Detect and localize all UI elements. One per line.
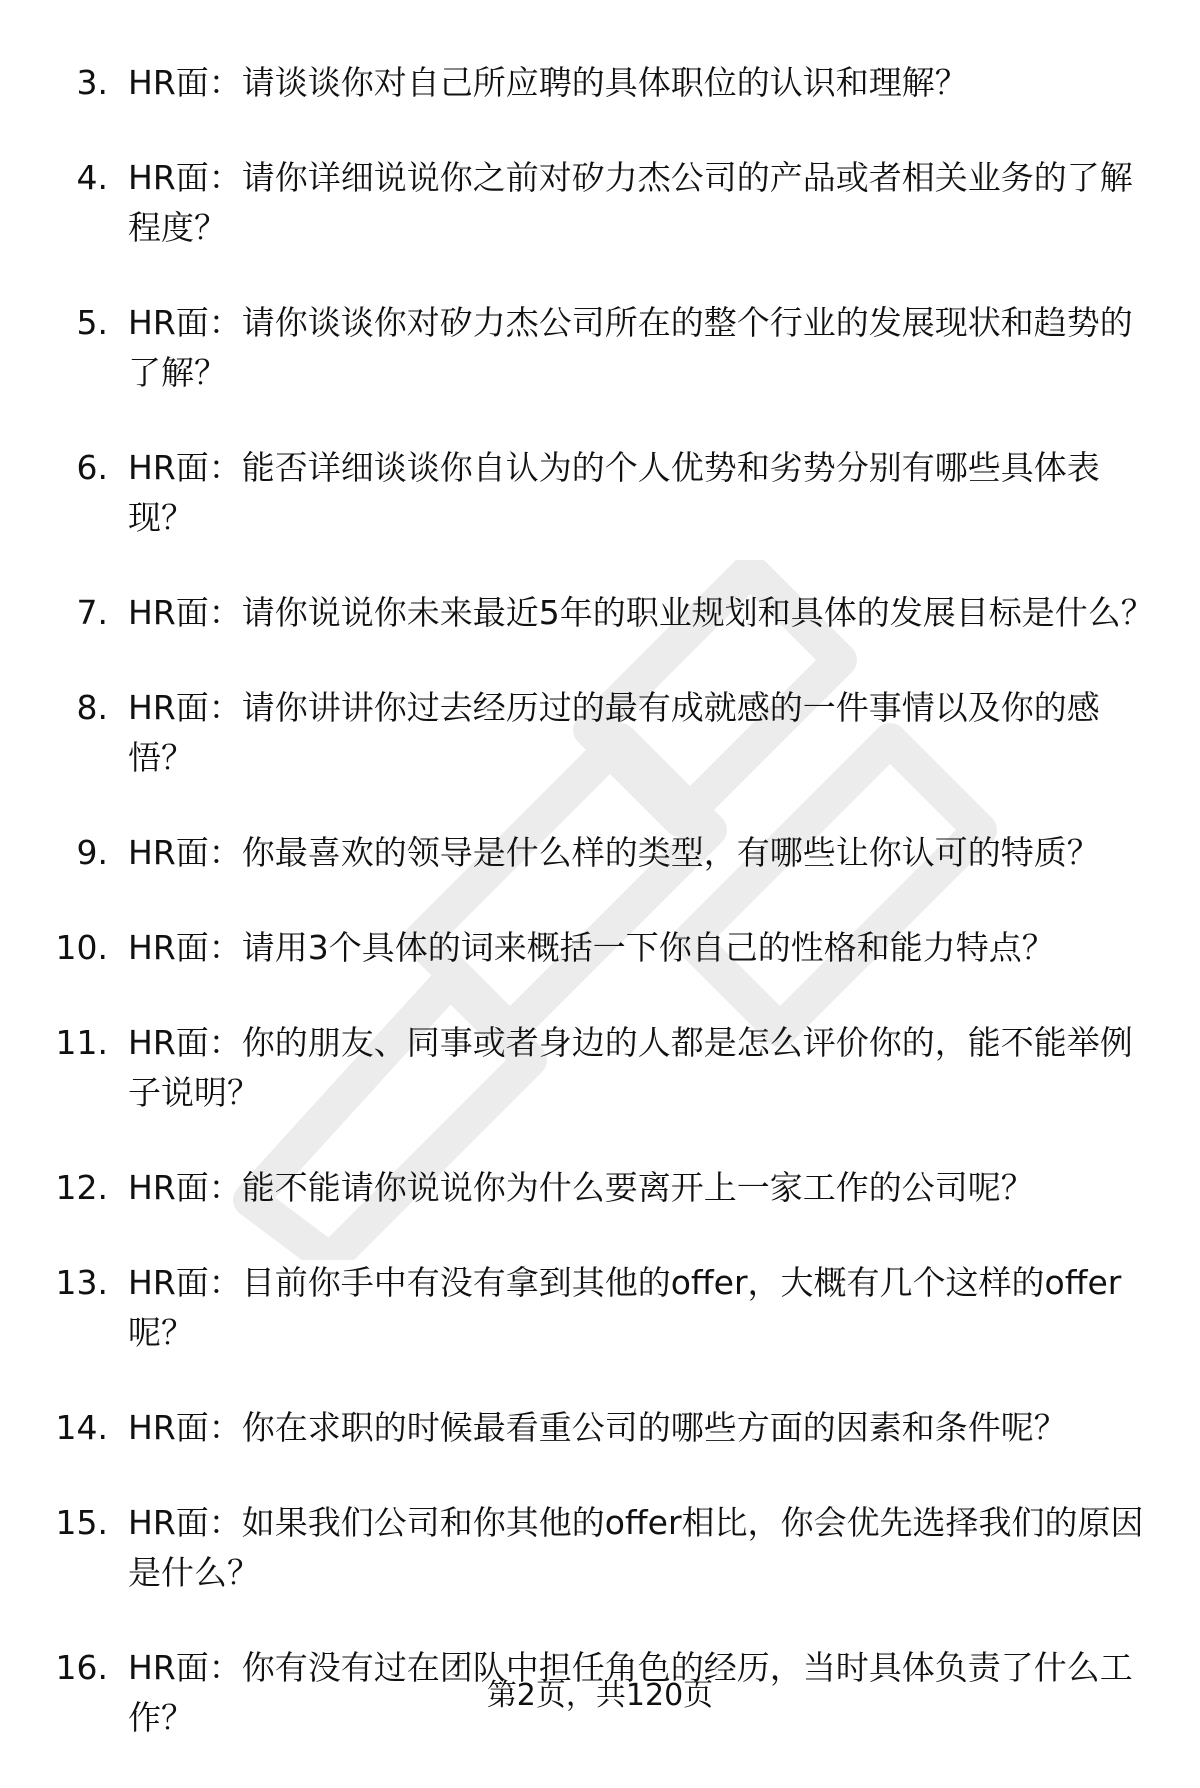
question-item	[0, 923, 1200, 973]
question-text: HR面：如果我们公司和你其他的offer相比，你会优先选择我们的原因是什么？	[128, 1503, 1144, 1592]
question-item	[0, 443, 1200, 543]
question-text: HR面：请你说说你未来最近5年的职业规划和具体的发展目标是什么？	[128, 593, 1154, 632]
question-number: 13.	[55, 1263, 108, 1302]
question-text: HR面：目前你手中有没有拿到其他的offer，大概有几个这样的offer呢？	[128, 1263, 1122, 1352]
question-item	[0, 153, 1200, 253]
question-item	[0, 1258, 1200, 1358]
question-number: 5.	[76, 303, 108, 342]
question-item	[0, 1163, 1200, 1213]
question-number: 3.	[76, 63, 108, 102]
page-footer: 第2页，共120页	[486, 1678, 714, 1713]
question-text: HR面：你有没有过在团队中担任角色的经历，当时具体负责了什么工作？	[128, 1648, 1133, 1737]
question-item	[0, 828, 1200, 878]
question-number: 15.	[55, 1503, 108, 1542]
question-number: 7.	[76, 593, 108, 632]
question-item	[0, 1403, 1200, 1453]
question-number: 9.	[76, 833, 108, 872]
question-text: HR面：请你讲讲你过去经历过的最有成就感的一件事情以及你的感悟？	[128, 688, 1100, 777]
question-number: 14.	[55, 1408, 108, 1447]
question-text: HR面：能否详细谈谈你自认为的个人优势和劣势分别有哪些具体表现？	[128, 448, 1100, 537]
question-text: HR面：你的朋友、同事或者身边的人都是怎么评价你的，能不能举例子说明？	[128, 1023, 1133, 1112]
question-number: 12.	[55, 1168, 108, 1207]
question-text: HR面：你在求职的时候最看重公司的哪些方面的因素和条件呢？	[128, 1408, 1067, 1447]
question-number: 4.	[76, 158, 108, 197]
question-number: 6.	[76, 448, 108, 487]
question-item	[0, 58, 1200, 108]
question-text: HR面：请你谈谈你对矽力杰公司所在的整个行业的发展现状和趋势的了解？	[128, 303, 1133, 392]
question-text: HR面：请你详细说说你之前对矽力杰公司的产品或者相关业务的了解程度？	[128, 158, 1133, 247]
question-number: 8.	[76, 688, 108, 727]
question-text: HR面：能不能请你说说你为什么要离开上一家工作的公司呢？	[128, 1168, 1034, 1207]
question-text: HR面：请用3个具体的词来概括一下你自己的性格和能力特点？	[128, 928, 1055, 967]
question-text: HR面：请谈谈你对自己所应聘的具体职位的认识和理解？	[128, 63, 968, 102]
question-item	[0, 298, 1200, 398]
question-item	[0, 1018, 1200, 1118]
question-item	[0, 1498, 1200, 1598]
question-item	[0, 683, 1200, 783]
question-item	[0, 588, 1200, 638]
question-text: HR面：你最喜欢的领导是什么样的类型，有哪些让你认可的特质？	[128, 833, 1100, 872]
question-number: 11.	[55, 1023, 108, 1062]
question-number: 16.	[55, 1648, 108, 1687]
question-list	[0, 58, 1200, 1788]
question-number: 10.	[55, 928, 108, 967]
